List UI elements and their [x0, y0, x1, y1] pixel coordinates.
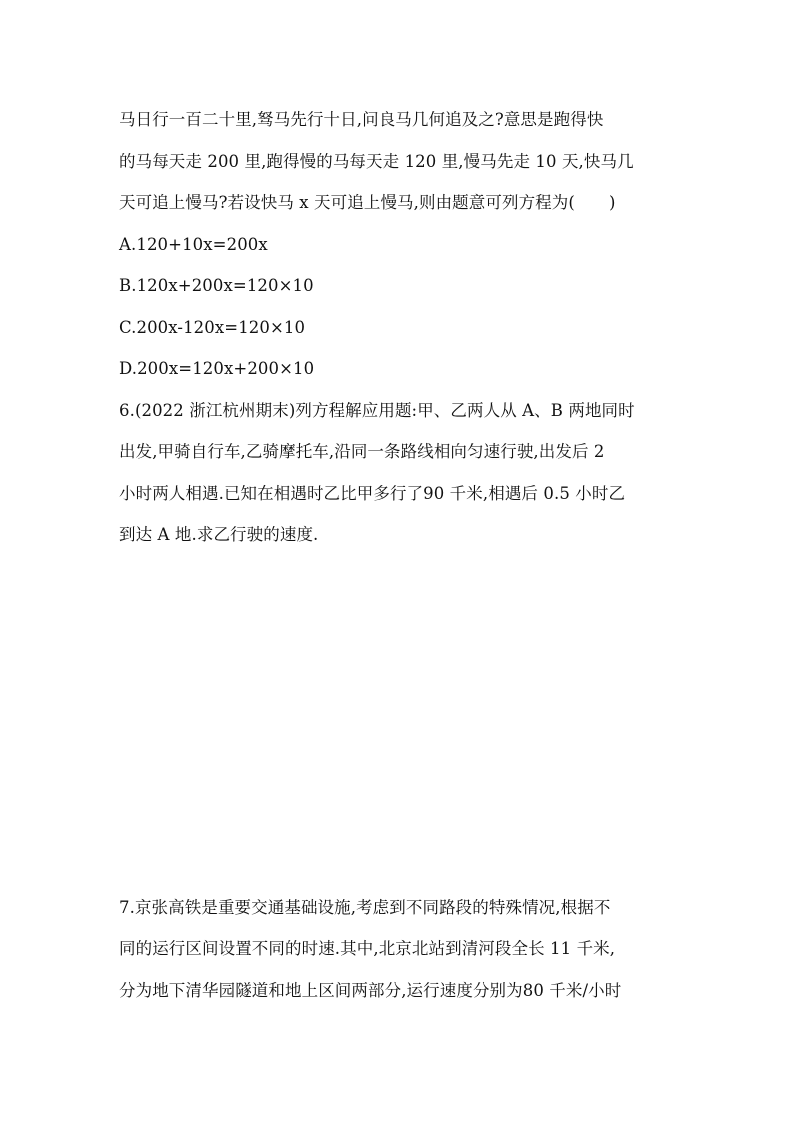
- option-a: A.120+10x=200x: [119, 235, 268, 254]
- q5-line-1: 马日行一百二十里,驽马先行十日,问良马几何追及之?意思是跑得快: [119, 110, 604, 129]
- q5-line-2: 的马每天走 200 里,跑得慢的马每天走 120 里,慢马先走 10 天,快马几: [119, 152, 634, 171]
- option-c: C.200x-120x=120×10: [119, 318, 306, 337]
- q6-line-3: 小时两人相遇.已知在相遇时乙比甲多行了90 千米,相遇后 0.5 小时乙: [119, 484, 626, 503]
- q5-line-3: [119, 192, 689, 214]
- q6-line-1: 6.(2022 浙江杭州期末)列方程解应用题:甲、乙两人从 A、B 两地同时: [119, 401, 635, 420]
- q6-line-2: 出发,甲骑自行车,乙骑摩托车,沿同一条路线相向匀速行驶,出发后 2: [119, 442, 605, 461]
- option-d: D.200x=120x+200×10: [119, 359, 315, 378]
- option-b: B.120x+200x=120×10: [119, 276, 314, 295]
- answer-paren-open: (: [568, 193, 575, 212]
- q7-line-2: 同的运行区间设置不同的时速.其中,北京北站到清河段全长 11 千米,: [119, 939, 616, 958]
- q6-line-4: 到达 A 地.求乙行驶的速度.: [119, 525, 319, 544]
- q7-line-1: 7.京张高铁是重要交通基础设施,考虑到不同路段的特殊情况,根据不: [119, 898, 611, 917]
- q5-line-3-text: 天可追上慢马?若设快马 x 天可追上慢马,则由题意可列方程为: [119, 193, 569, 212]
- answer-paren-close: ): [608, 193, 616, 212]
- q7-line-3: 分为地下清华园隧道和地上区间两部分,运行速度分别为80 千米/小时: [119, 981, 622, 1000]
